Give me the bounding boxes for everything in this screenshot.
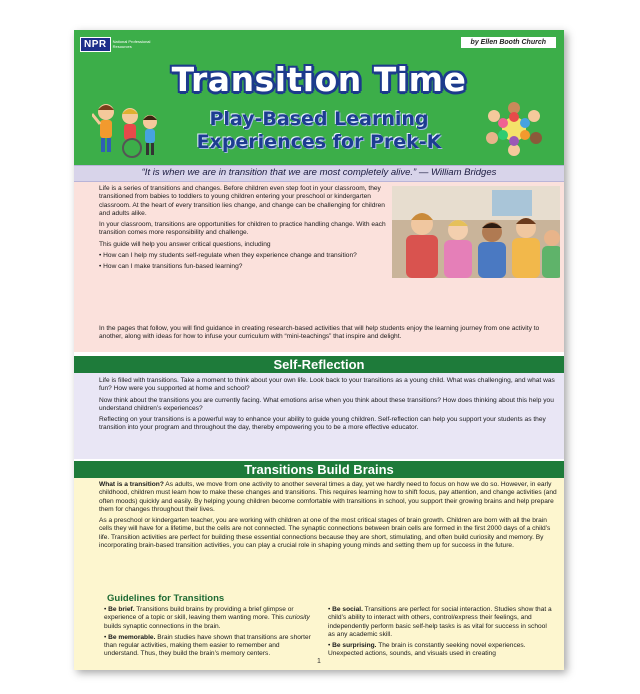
page-number: 1 [317, 658, 321, 665]
intro-paragraph: Life is a series of transitions and changes. Before children even step foot in your classroom, they transitioned from babies to toddlers to young children entering your preschool or kindergarten classroom. At the heart of every transition lies change, and change can be challenging for children and adults alike. [99, 185, 385, 217]
brains-text: As adults, we move from one activity to another several times a day, yet we hardly need to focus on how we do so. However, in early childhood, children must learn how to make these changes and transitions. This requires learning how to shift focus, pay attention, and change activities (and often moods) quickly and easily. By helping young children become comfortable with transitions in school, you support their growing brains and help prepare them for changes throughout their lives. [99, 481, 557, 513]
page-title: Transition Time [171, 60, 467, 99]
kids-circle-illustration [479, 98, 549, 160]
intro-paragraph: In the pages that follow, you will find guidance in creating research-based activities that will help students enjoy the learning journey from one activity to another, along with ideas for how to infuse your curriculum with “mini-teachings” that inspire and delight. [99, 325, 540, 341]
brains-paragraph [99, 481, 559, 514]
brains-paragraph: As a preschool or kindergarten teacher, you are working with children at one of the most critical stages of brain growth. Children are born with all the brain cells they will have for a lifetime, but the cells are not connected. The synaptic connections between brain cells are formed in the first 2000 days of a child’s life. Transition activities are perfect for building these essential connections because they are short, stimulating, and often build curiosity and memory. By incorporating brain-based transition activities, you can play a crucial role in shaping young minds and setting them up for success in the future. [99, 517, 551, 550]
header-banner [74, 30, 564, 165]
brains-lead: What is a transition? [99, 481, 164, 488]
intro-closing [99, 325, 559, 345]
kids-illustration-left [92, 98, 162, 160]
author-byline: by Ellen Booth Church [461, 37, 556, 48]
guideline-lead: Be brief. [108, 606, 135, 613]
subtitle-line-1: Play-Based Learning [209, 108, 429, 130]
guideline-emphasis: curiosity [285, 614, 310, 622]
epigraph-quote: “It is when we are in transition that we are most completely alive.” — William Bridges [141, 167, 497, 178]
intro-text [99, 185, 389, 275]
poster-page [74, 30, 564, 670]
guideline-text: builds synaptic connections in the brain. [104, 622, 221, 630]
guideline-text: The brain is constantly seeking novel experiences. Unexpected actions, sounds, and visuals used in creating [328, 642, 526, 658]
quote-bar [74, 165, 564, 182]
guideline-lead: Be memorable. [108, 633, 156, 641]
guideline-item: • Be brief. Transitions build brains by providing a brief glimpse or experience of a topic or skill, leaving them wanting more. This curiosity builds synaptic connections in the brain. [104, 606, 310, 630]
intro-section [74, 182, 564, 352]
npr-logo [80, 37, 153, 52]
guideline-lead: Be social. [332, 606, 363, 613]
intro-paragraph: This guide will help you answer critical questions, including [99, 240, 271, 248]
intro-paragraph: In your classroom, transitions are opportunities for children to practice handling change. With each transition comes more responsibility and challenge. [99, 221, 386, 237]
guideline-item: • Be social. Transitions are perfect for social interaction. Studies show that a child’s ability to interact with others, control/express their feelings, and independently perform basic self-help tasks is as vital for success in school as any academic skill. [328, 606, 552, 638]
classroom-children-photo [392, 186, 560, 278]
self-reflection-paragraph: Now think about the transitions you are currently facing. What emotions arise when you think about these transitions? How does thinking about this help you understand children’s experiences? [99, 396, 554, 412]
self-reflection-paragraph: Life is filled with transitions. Take a moment to think about your own life. Look back to your transitions as a young child. What was challenging, and what was fun? How were you supported at home and school? [99, 377, 555, 393]
guidelines-heading: Guidelines for Transitions [107, 593, 225, 604]
guideline-text: Brain studies have shown that transitions are shorter than regular activities, making them easier to remember and understand. Thus, they build the brain’s memory centers. [104, 633, 311, 658]
npr-logo-subtext: National Professional Resources [112, 39, 151, 49]
guideline-text: Transitions are perfect for social interaction. Studies show that a child’s ability to interact with others, control/express their feelings, and independently perform basic self-help tasks is as vital for success in school as any academic skill. [328, 606, 552, 638]
self-reflection-section [74, 373, 564, 459]
transitions-build-brains-section [74, 478, 564, 670]
self-reflection-heading: Self-Reflection [74, 356, 564, 373]
guidelines-left-column [104, 606, 316, 662]
self-reflection-paragraph: Reflecting on your transitions is a powerful way to enhance your ability to guide young children. Self-reflection can help you support your students as they transition into your program and throughout the day, thereby empowering you to be a more effective educator. [99, 416, 546, 432]
intro-question: • How can I help my students self-regulate when they experience change and transition? [99, 252, 357, 260]
guideline-item: • Be memorable. Brain studies have shown that transitions are shorter than regular activities, making them easier to remember and understand. Thus, they build the brain’s memory centers. [104, 633, 311, 658]
guidelines-right-column [328, 606, 553, 662]
subtitle-line-2: Experiences for Prek-K [196, 131, 442, 153]
guideline-item: • Be surprising. The brain is constantly seeking novel experiences. Unexpected actions, sounds, and visuals used in creating [328, 642, 526, 658]
intro-question: • How can I make transitions fun-based learning? [99, 263, 243, 271]
guideline-text: Transitions build brains by providing a brief glimpse or experience of a topic or skill, leaving them wanting more. This [104, 606, 294, 622]
npr-logo-mark: NPR [80, 37, 111, 52]
transitions-build-brains-heading: Transitions Build Brains [74, 461, 564, 478]
guideline-lead: Be surprising. [332, 642, 377, 650]
